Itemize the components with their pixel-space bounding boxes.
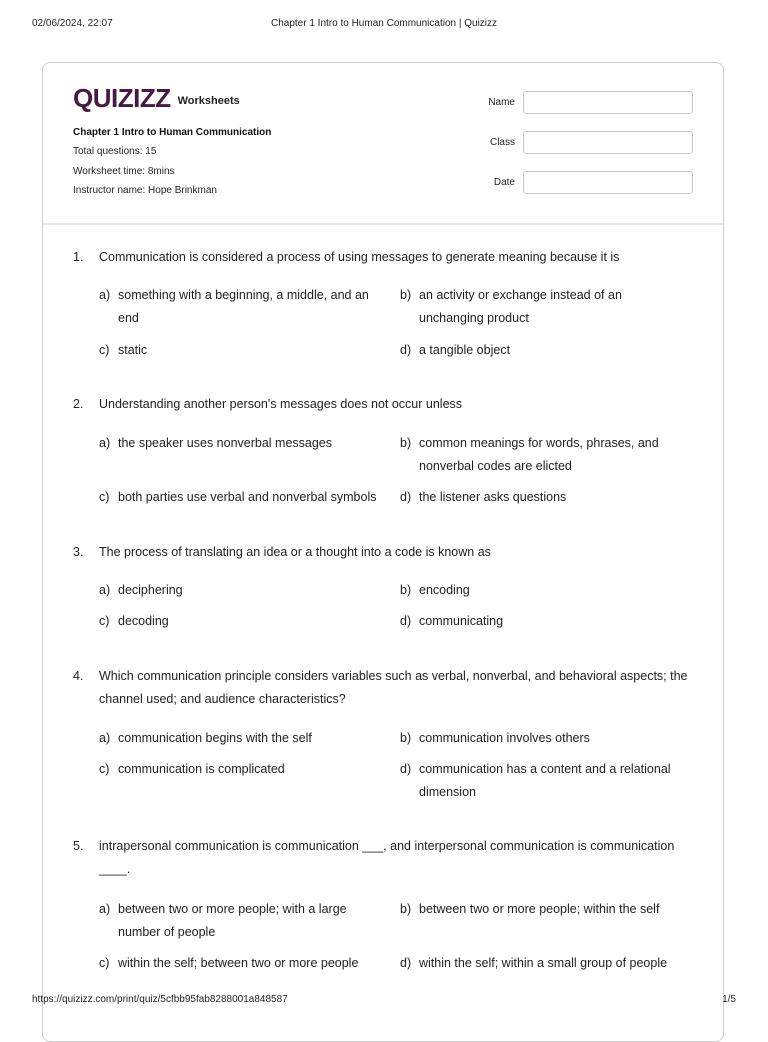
option-letter: d) — [400, 762, 412, 776]
option-letter: a) — [99, 436, 111, 450]
question-text: The process of translating an idea or a thought into a code is known as — [99, 545, 491, 559]
option-text: deciphering — [118, 583, 183, 597]
option-letter: b) — [400, 731, 412, 745]
total-questions: Total questions: 15 — [73, 146, 157, 157]
date-label: Date — [493, 177, 515, 188]
option-text: encoding — [419, 583, 470, 597]
class-field[interactable] — [523, 131, 693, 154]
option-letter: b) — [400, 288, 412, 302]
quizizz-logo — [73, 83, 240, 114]
print-date: 02/06/2024, 22:07 — [32, 18, 113, 29]
option-text: decoding — [118, 614, 169, 628]
option-text: common meanings for words, phrases, and nonverbal codes are elicted — [419, 436, 659, 473]
question-text: Communication is considered a process of using messages to generate meaning because it is — [99, 250, 620, 264]
question-text: intrapersonal communication is communication ___, and interpersonal communication is communication ____. — [99, 839, 675, 876]
class-field-row — [473, 131, 695, 155]
option-letter: a) — [99, 731, 111, 745]
option-text: something with a beginning, a middle, and an end — [118, 288, 369, 325]
option-text: within the self; between two or more people — [118, 956, 359, 970]
option-letter: b) — [400, 436, 412, 450]
question-number: 2. — [73, 397, 84, 411]
option-text: the listener asks questions — [419, 490, 567, 504]
option-text: communication has a content and a relational dimension — [419, 762, 671, 799]
print-title: Chapter 1 Intro to Human Communication | Quizizz — [270, 18, 498, 29]
print-url: https://quizizz.com/print/quiz/5cfbb95fab8288001a848587 — [32, 994, 288, 1005]
option-letter: c) — [99, 762, 110, 776]
option-letter: a) — [99, 288, 111, 302]
date-field-row — [473, 171, 695, 195]
option-letter: c) — [99, 614, 110, 628]
date-field[interactable] — [523, 171, 693, 194]
option-text: the speaker uses nonverbal messages — [118, 436, 333, 450]
option-text: a tangible object — [419, 343, 511, 357]
option-letter: d) — [400, 614, 412, 628]
option-letter: d) — [400, 490, 412, 504]
logo-wordmark: QUIZIZZ — [73, 83, 171, 113]
worksheet-info-header — [43, 63, 723, 225]
option-text: communication is complicated — [118, 762, 285, 776]
question-text: Which communication principle considers variables such as verbal, nonverbal, and behavioral aspects; the channel used; and audience characteristics? — [99, 669, 688, 706]
option-letter: b) — [400, 902, 412, 916]
option-text: communicating — [419, 614, 504, 628]
option-text: an activity or exchange instead of an unchanging product — [419, 288, 622, 325]
name-field-row — [473, 91, 695, 115]
option-letter: c) — [99, 490, 110, 504]
option-letter: a) — [99, 902, 111, 916]
option-text: both parties use verbal and nonverbal symbols — [118, 490, 377, 504]
option-letter: d) — [400, 956, 412, 970]
option-text: communication involves others — [419, 731, 590, 745]
option-text: static — [118, 343, 148, 357]
worksheet-sheet — [42, 62, 724, 1042]
class-label: Class — [489, 137, 515, 148]
question-text: Understanding another person's messages does not occur unless — [99, 397, 463, 411]
name-field[interactable] — [523, 91, 693, 114]
question-number: 3. — [73, 545, 84, 559]
logo-subtitle: Worksheets — [177, 94, 240, 107]
option-text: within the self; within a small group of people — [419, 956, 668, 970]
quiz-title: Chapter 1 Intro to Human Communication — [73, 127, 272, 138]
question-number: 4. — [73, 669, 84, 683]
question-number: 1. — [73, 250, 84, 264]
option-letter: c) — [99, 343, 110, 357]
option-letter: c) — [99, 956, 110, 970]
option-letter: a) — [99, 583, 111, 597]
worksheet-time: Worksheet time: 8mins — [73, 166, 175, 177]
instructor-name: Instructor name: Hope Brinkman — [73, 185, 217, 196]
option-letter: d) — [400, 343, 412, 357]
page-number: 1/5 — [722, 994, 736, 1005]
option-text: between two or more people; with a large number of people — [118, 902, 347, 939]
option-letter: b) — [400, 583, 412, 597]
option-text: communication begins with the self — [118, 731, 312, 745]
question-number: 5. — [73, 839, 84, 853]
option-text: between two or more people; within the self — [419, 902, 660, 916]
name-label: Name — [488, 97, 515, 108]
